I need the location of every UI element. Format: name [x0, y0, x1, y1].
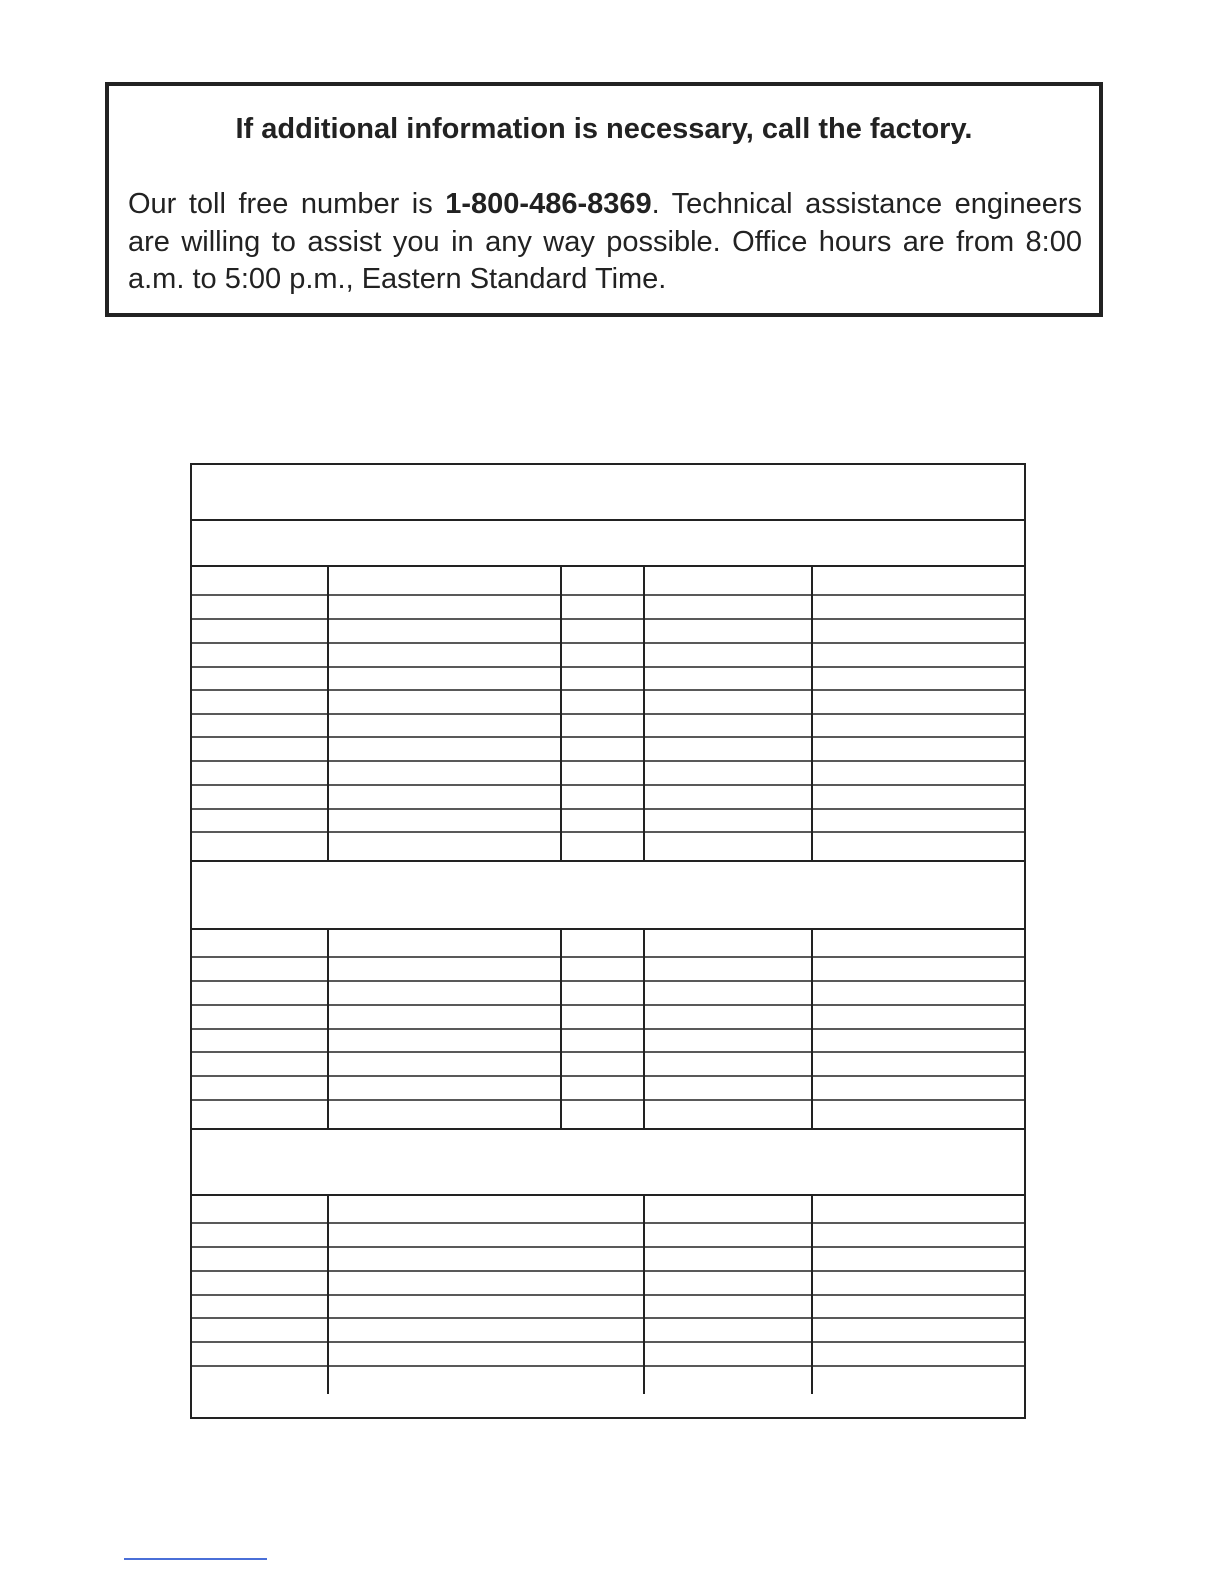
factory-contact-notice: [105, 82, 1103, 317]
notice-body: [128, 186, 1082, 299]
toll-free-number: 1-800-486-8369: [445, 188, 652, 220]
notice-body-suffix: . Technical assistance engineers are willing to assist you in any way possible. Office hours are from 8:00 a.m. to 5:00 p.m., Eastern Standard Time.: [128, 188, 1082, 295]
notice-heading: If additional information is necessary, call the factory.: [235, 113, 973, 145]
footer-link-underline: [124, 1558, 267, 1560]
form-table-border: [191, 464, 1025, 1418]
blank-parts-form-table: [190, 463, 1026, 1419]
form-table-lines: [190, 463, 1026, 1419]
notice-body-prefix: Our toll free number is: [128, 188, 446, 220]
